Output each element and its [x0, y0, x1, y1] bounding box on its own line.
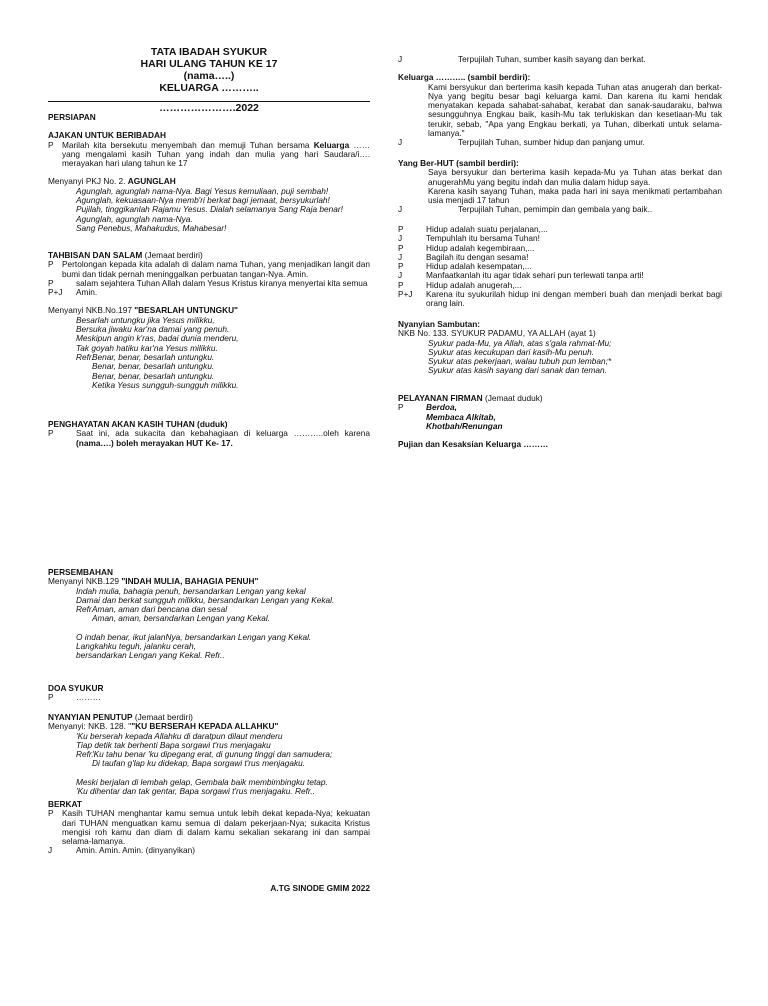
right-column-top [398, 55, 722, 148]
litany-line: J Tempuhlah itu bersama Tuhan! [398, 233, 540, 244]
litany-line: J Manfaatkanlah itu agar tidak sehari pun terlewati tanpa arti! [398, 270, 644, 281]
litany-line: J Bagilah itu dengan sesama! [398, 251, 529, 262]
section-persiapan: PERSIAPAN [48, 112, 96, 122]
penghayatan-paragraph [48, 429, 370, 448]
nkb128-verse-2: Meski berjalan di lembah gelap, Gembala baik membimbingku tetap. 'Ku dihentar dan tak gentar, Bapa sorgawi t'rus menjagaku. Refr.. [76, 776, 328, 797]
speaker-label: P [398, 402, 404, 413]
pujian-kesaksian: Pujian dan Kesaksian Keluarga ……… [398, 439, 549, 450]
left-penutup [48, 713, 370, 796]
speaker-label: P [48, 277, 54, 288]
berkat-paragraph [48, 809, 370, 846]
speaker-label: J [48, 845, 53, 856]
doa-text: ……… [76, 692, 101, 703]
speaker-label: P [48, 139, 54, 150]
right-hut [398, 159, 722, 215]
berkat-text: Kasih TUHAN menghantar kamu semua untuk lebih dekat kepada-Nya; kekuatan dari TUHAN menguatkan kamu semua di dalam pekerjaan-Nya; sukacita Kristus mengisi roh kamu dan diam di dalam kamu sekalian sekarang ini dan sampai selama-lamanya. [62, 808, 370, 847]
left-column-top [48, 113, 370, 233]
footer-credit: A.TG SINODE GMIM 2022 [270, 883, 370, 893]
title-line-3: (nama…..) [183, 70, 235, 82]
response-j1-text: Terpujilah Tuhan, sumber kasih sayang dan berkat. [458, 54, 646, 64]
title-line-1: TATA IBADAH SYUKUR [150, 46, 268, 58]
doa-row [48, 693, 370, 702]
response-j2-text: Terpujilah Tuhan, sumber hidup dan panjang umur. [458, 137, 645, 148]
sambutan-song-title: NKB No. 133. SYUKUR PADAMU, YA ALLAH (ayat 1) [398, 328, 596, 339]
sambutan-lyrics: Syukur pada-Mu, ya Allah, atas s'gala rahmat-Mu; Syukur atas kecukupan dari kasih-Mu penuh. Syukur atas pekerjaan, walau tubuh pun lemban;* Syukur atas kasih sayang dari sanak dan teman. [428, 337, 612, 376]
nkb129-refrain: Refr. Aman, aman dari bencana dan sesal Aman, aman, bersandarkan Lengan yang Kekal. [76, 604, 271, 624]
document-title [48, 46, 370, 94]
response-j3 [398, 205, 722, 214]
keluarga-text: Kami bersyukur dan berterima kasih kepada Tuhan atas anugerah dan berkat-Nya yang begitu besar bagi keluarga kami. Dan karena itu kami hendak menyatakan kepada sahabat-sahabat, kerabat dan sanak-saudaraku, bahwa sesungguhnya Engkau baik, kasih-Mu tak terlukiskan dan kesetiaan-Mu tak terukir, sebab, "Apa yang Engkau berkati, ya Tuhan, diberkati untuk selama-lamanya." [428, 81, 722, 139]
litany-line: P Hidup adalah kesempatan,... [398, 261, 532, 272]
speaker-label: J [398, 204, 403, 215]
sambutan-heading: Nyanyian Sambutan: [398, 319, 481, 329]
nkb129-verse-2: O indah benar, ikut jalanNya, bersandarkan Lengan yang Kekal. Langkahku teguh, jalanku cerah, bersandarkan Lengan yang Kekal. Refr.. [76, 631, 312, 661]
hut-heading: Yang Ber-HUT (sambil berdiri): [398, 158, 519, 168]
response-j2 [398, 138, 722, 147]
hut-text-1: Saya bersyukur dan berterima kasih kepada-Mu ya Tuhan atas berkat dan anugerahMu yang begitu indah dan mulia dalam hidup saya. [428, 167, 722, 187]
section-ajakan: AJAKAN UNTUK BERIBADAH [48, 130, 166, 141]
section-berkat: BERKAT [48, 799, 82, 809]
right-sambutan [398, 320, 722, 376]
nkb128-title: Menyanyi: NKB. 128. ""KU BERSERAH KEPADA ALLAHKU" [48, 721, 279, 732]
hut-text-2: Karena kasih sayang Tuhan, maka pada hari ini saya menikmati pertambahan usia menjadi 17 tahun [428, 185, 722, 206]
title-line-4: KELUARGA ……….. [159, 82, 259, 94]
tahbisan-pj [48, 288, 370, 297]
response-j1 [398, 55, 722, 64]
tahbisan-p2-text: salam sejahtera Tuhan Allah dalam Yesus Kristus kiranya menyertai kita semua [76, 277, 368, 288]
left-tahbisan [48, 251, 370, 390]
section-pelayanan-firman: PELAYANAN FIRMAN (Jemaat duduk) [398, 393, 543, 403]
litany-line: P+J Karena itu syukurilah hidup ini dengan memberi buah dan menjadi berkat bagi orang lain. [398, 289, 722, 309]
speaker-label: J [398, 137, 403, 148]
refrain-label: Refr. [76, 604, 94, 615]
nkb128-lyrics: 'Ku berserah kepada Allahku di daratpun dilaut menderu Tiap detik tak berhenti Bapa sorgawi t'rus menjagaku [76, 730, 283, 750]
nkb129-lyrics: Indah mulia, bahagia penuh, bersandarkan Lengan yang kekal Damai dan berkat sungguh milikku, bersandarkan Lengan yang Kekal. [76, 585, 335, 605]
nkb197-title: Menyanyi NKB.No.197 "BESARLAH UNTUNGKU" [48, 305, 238, 316]
left-persembahan [48, 568, 370, 661]
berkat-response [48, 846, 370, 855]
nkb197-lyrics: Besarlah untungku jika Yesus milikku, Bersuka jiwaku kar'na damai yang penuh. Meskipun angin k'ras, badai dunia menderu, Tak goyah hatiku kar'na Yesus milikku. [76, 314, 239, 353]
speaker-label: P [48, 259, 54, 270]
firman-items: P Berdoa, Membaca Alkitab, Khotbah/Renungan [398, 402, 503, 431]
keluarga-heading: Keluarga ……….. (sambil berdiri): [398, 72, 531, 83]
left-doa [48, 684, 370, 703]
title-date: ………………….2022 [159, 102, 259, 114]
section-persembahan: PERSEMBAHAN [48, 567, 113, 577]
nkb197-refrain: Refr. Benar, benar, besarlah untungku. Benar, benar, besarlah untungku. Benar, benar, besarlah untungku. Ketika Yesus sungguh-sungguh milikku. [76, 351, 239, 390]
berkat-response-text: Amin. Amin. Amin. (dinyanyikan) [76, 845, 195, 856]
tahbisan-pj-text: Amin. [76, 287, 98, 298]
section-doa-syukur: DOA SYUKUR [48, 683, 104, 693]
left-penghayatan [48, 420, 370, 448]
pkj-song-title: Menyanyi PKJ No. 2. AGUNGLAH [48, 176, 176, 187]
nkb129-title: Menyanyi NKB.129 "INDAH MULIA, BAHAGIA PENUH" [48, 576, 259, 587]
ajakan-text: Marilah kita bersekutu menyembah dan memuji Tuhan bersama Keluarga …… yang mengalami kasih Tuhan yang indah dan mulia yang hari Saudara/i…. merayakan hari ulang tahun ke 17 [62, 139, 370, 169]
section-nyanyian-penutup: NYANYIAN PENUTUP (Jemaat berdiri) [48, 712, 193, 722]
section-penghayatan: PENGHAYATAN AKAN KASIH TUHAN (duduk) [48, 419, 228, 429]
right-litany [398, 225, 722, 309]
nkb128-refrain: Refr. 'Ku tahu benar 'ku dipegang erat, di gunung tinggi dan samudera; Di taufan g'lap ku didekap, Bapa sorgawi t'rus menjagaku. [76, 749, 333, 769]
speaker-label: P [48, 692, 54, 703]
speaker-label: P [48, 808, 54, 819]
litany-line: P Hidup adalah suatu perjalanan,... [398, 224, 548, 234]
left-berkat [48, 800, 370, 856]
title-line-2: HARI ULANG TAHUN KE 17 [140, 58, 278, 70]
right-firman [398, 394, 722, 449]
litany-line: P Hidup adalah anugerah,... [398, 279, 522, 290]
speaker-label: P+J [48, 287, 63, 298]
response-j3-text: Terpujilah Tuhan, pemimpin dan gembala yang baik.. [458, 204, 653, 215]
litany-line: P Hidup adalah kegembiraan,... [398, 242, 535, 253]
pkj-lyrics: Agunglah, agunglah nama-Nya. Bagi Yesus kemuliaan, puji sembah! Agunglah, kekuasaan-Nya memb'ri berkat bagi jemaat, bersyukurlah! Pujilah, tinggikanlah Rajamu Yesus. Dialah selamanya Sang Raja benar! Agunglah, agunglah nama-Nya. Sang Penebus, Mahakudus, Mahabesar! [76, 185, 343, 233]
refrain-label: Refr. [76, 749, 94, 760]
speaker-label: J [398, 54, 403, 64]
refrain-label: Refr. [76, 351, 94, 362]
speaker-label: P [48, 428, 54, 439]
tahbisan-p1-text: Pertolongan kepada kita adalah di dalam nama Tuhan, yang menjadikan langit dan bumi dan tidak pernah meninggalkan perbuatan tangan-Nya. Amin. [62, 259, 370, 279]
tahbisan-p1 [48, 260, 370, 279]
penghayatan-text: Saat ini, ada sukacita dan kebahagiaan di keluarga ………..oleh karena (nama….) boleh merayakan HUT Ke- 17. [76, 428, 370, 448]
section-tahbisan: TAHBISAN DAN SALAM (Jemaat berdiri) [48, 250, 203, 260]
ajakan-paragraph [48, 141, 370, 169]
